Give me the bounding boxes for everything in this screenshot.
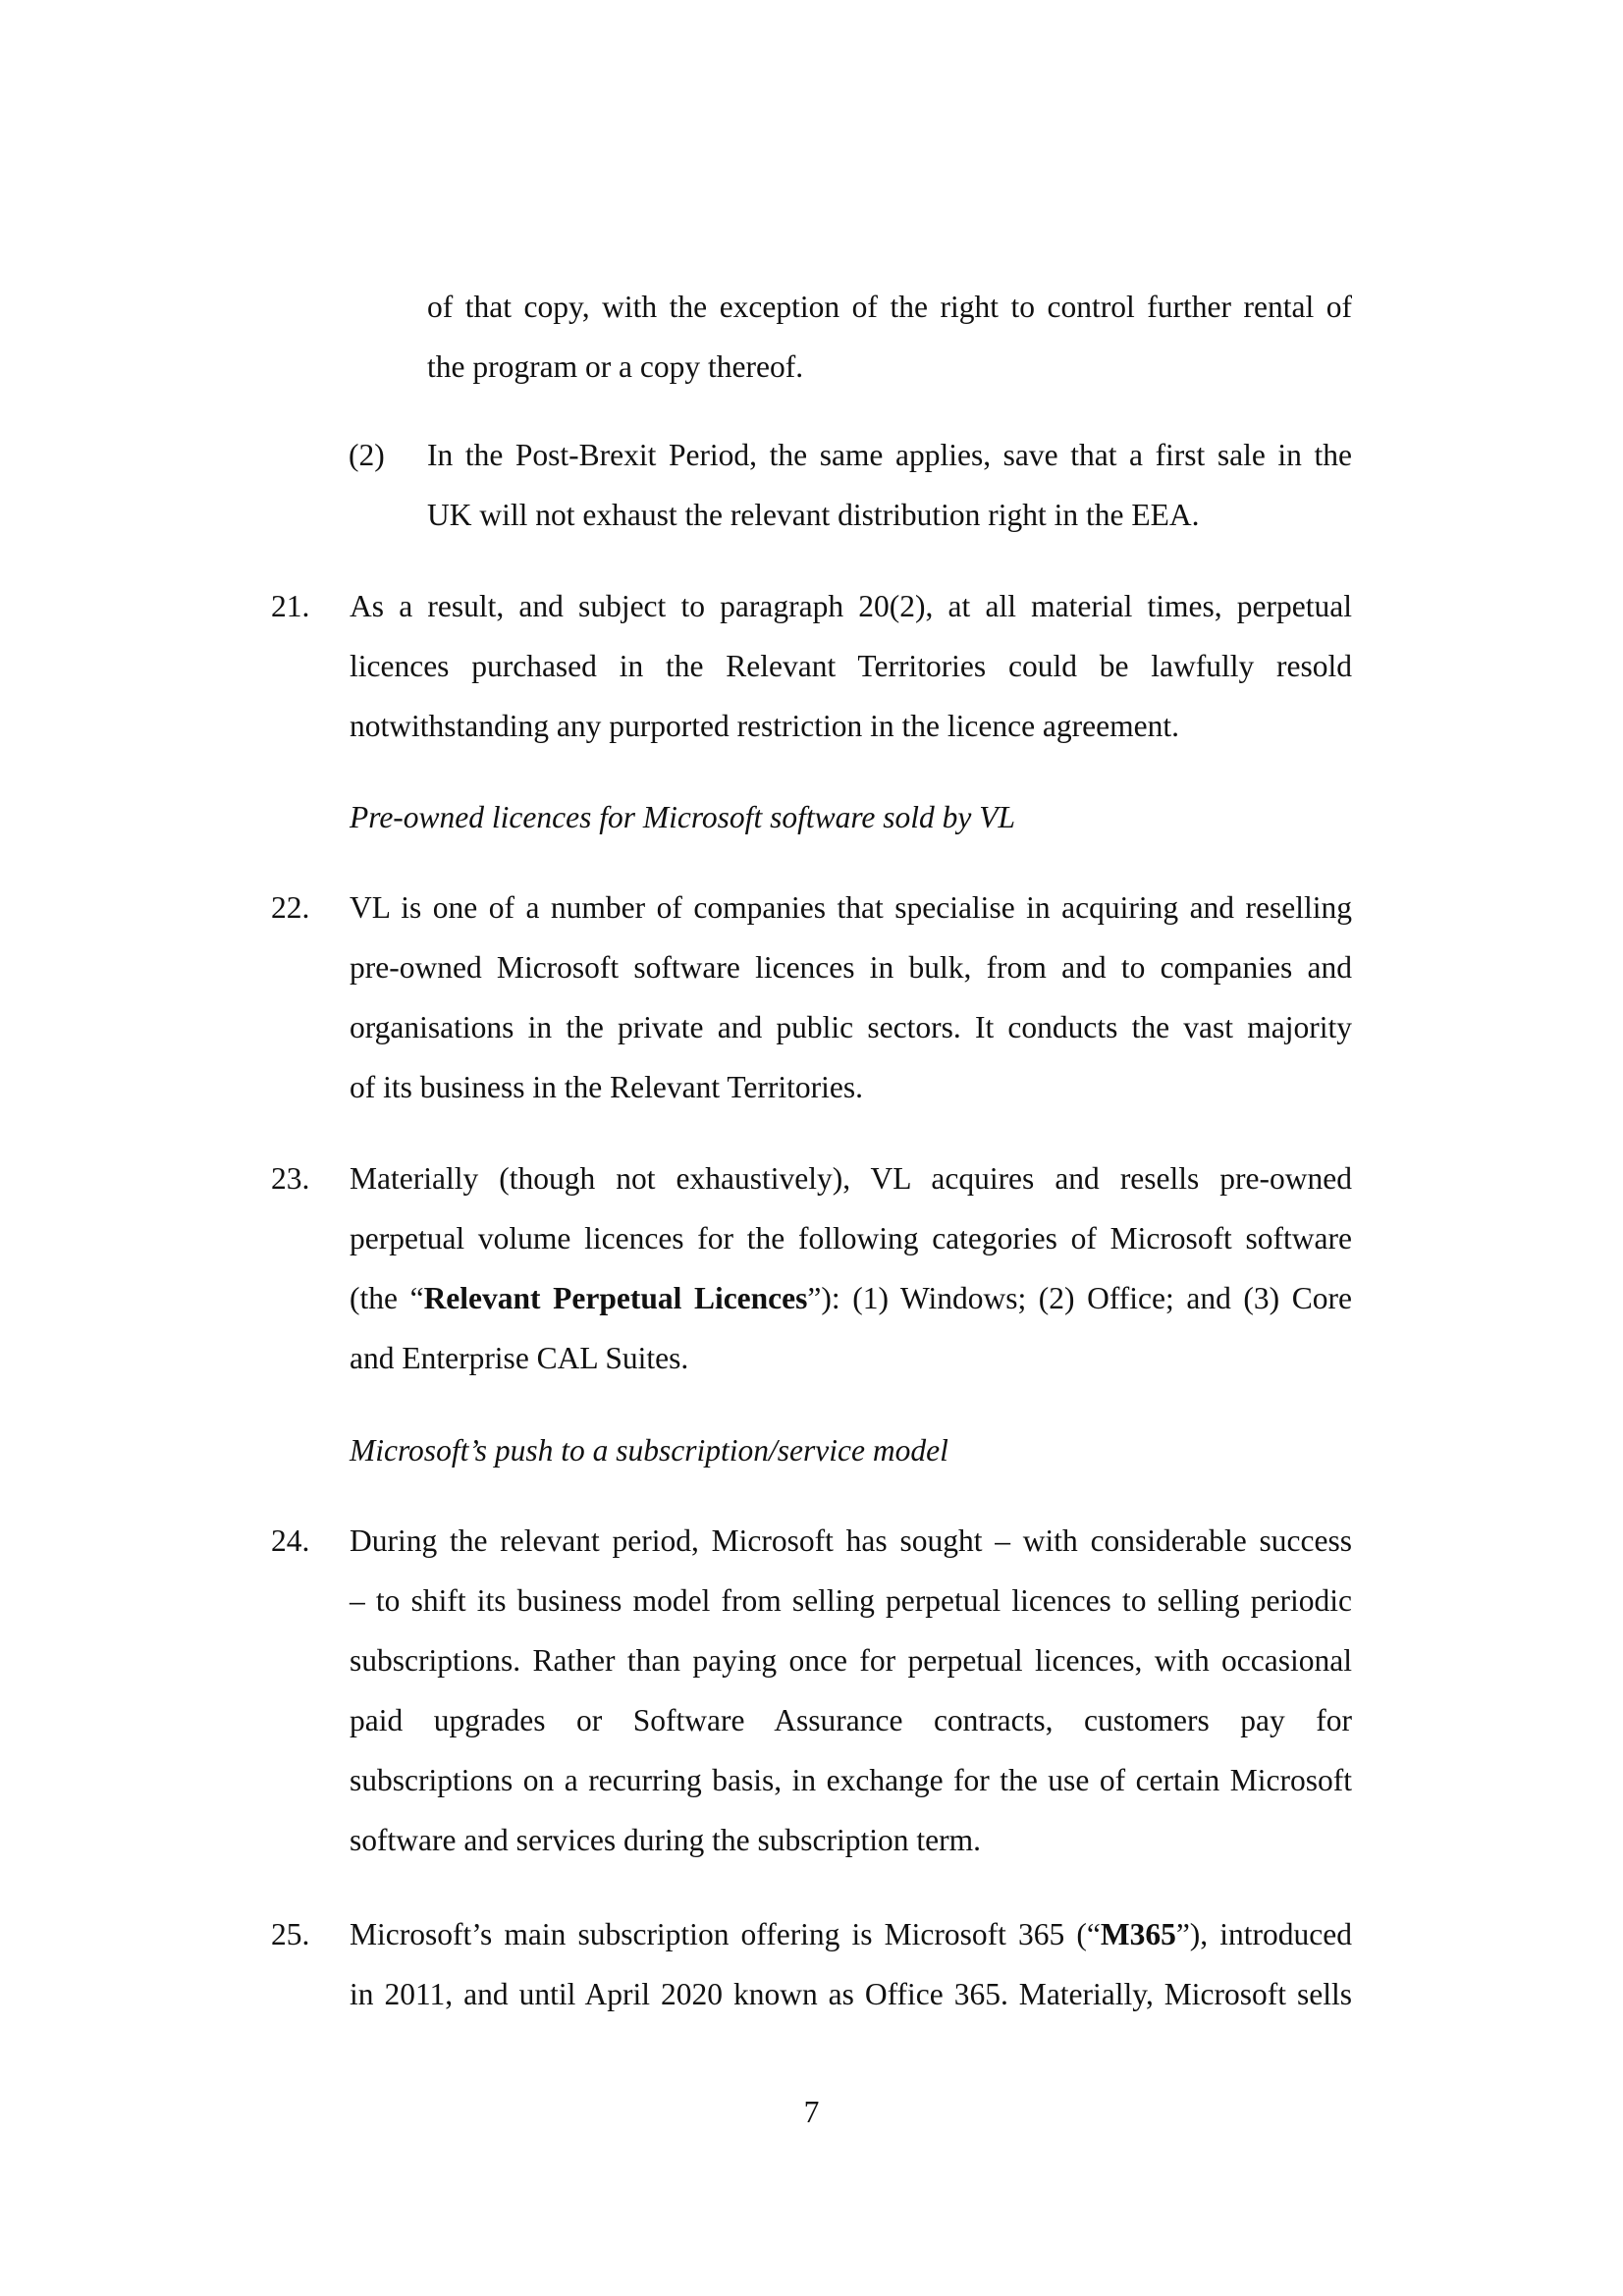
paragraph-number: 24. [271, 1523, 310, 1558]
section-heading: Microsoft’s push to a subscription/service model [350, 1433, 948, 1468]
text-line: Materially (though not exhaustively), VL acquires and resells pre-owned [350, 1161, 1352, 1196]
text-line: of its business in the Relevant Territories. [350, 1070, 863, 1104]
text-line: – to shift its business model from selling perpetual licences to selling periodic [350, 1583, 1352, 1618]
text-line: perpetual volume licences for the following categories of Microsoft software [350, 1221, 1352, 1255]
text-line: in 2011, and until April 2020 known as Office 365. Materially, Microsoft sells [350, 1977, 1352, 2011]
text-line: organisations in the private and public sectors. It conducts the vast majority [350, 1010, 1352, 1044]
text-line: pre-owned Microsoft software licences in bulk, from and to companies and [350, 950, 1352, 985]
text-line: subscriptions. Rather than paying once for perpetual licences, with occasional [350, 1643, 1352, 1678]
text-line: During the relevant period, Microsoft has sought – with considerable success [350, 1523, 1352, 1558]
text-line: UK will not exhaust the relevant distribution right in the EEA. [427, 498, 1200, 532]
defined-term: Relevant Perpetual Licences [423, 1281, 808, 1315]
text-line: paid upgrades or Software Assurance contracts, customers pay for [350, 1703, 1352, 1737]
text-line: the program or a copy thereof. [427, 349, 804, 384]
text-line: software and services during the subscription term. [350, 1823, 981, 1857]
text-run: ”), introduced [1175, 1917, 1352, 1951]
text-line: VL is one of a number of companies that specialise in acquiring and reselling [350, 890, 1352, 925]
text-line: subscriptions on a recurring basis, in exchange for the use of certain Microsoft [350, 1763, 1352, 1797]
text-line: and Enterprise CAL Suites. [350, 1341, 689, 1375]
paragraph-number: 25. [271, 1917, 310, 1951]
paragraph-number: 21. [271, 589, 310, 623]
text-run: ”): (1) Windows; (2) Office; and (3) Core [807, 1281, 1352, 1315]
page-number: 7 [803, 2095, 820, 2129]
paragraph-number: 22. [271, 890, 310, 925]
text-line [350, 1915, 1352, 1954]
defined-term: M365 [1100, 1917, 1176, 1951]
section-heading: Pre-owned licences for Microsoft software sold by VL [350, 800, 1016, 834]
text-line [350, 1279, 1352, 1318]
text-line: licences purchased in the Relevant Territories could be lawfully resold [350, 649, 1352, 683]
text-line: In the Post-Brexit Period, the same applies, save that a first sale in the [427, 438, 1352, 472]
text-line: of that copy, with the exception of the right to control further rental of [427, 290, 1352, 324]
paragraph-number: 23. [271, 1161, 310, 1196]
subitem-marker: (2) [349, 438, 385, 472]
text-run: (the “ [350, 1281, 424, 1315]
text-line: As a result, and subject to paragraph 20(2), at all material times, perpetual [350, 589, 1352, 623]
text-run: Microsoft’s main subscription offering is Microsoft 365 (“ [350, 1917, 1101, 1951]
text-line: notwithstanding any purported restriction in the licence agreement. [350, 709, 1179, 743]
